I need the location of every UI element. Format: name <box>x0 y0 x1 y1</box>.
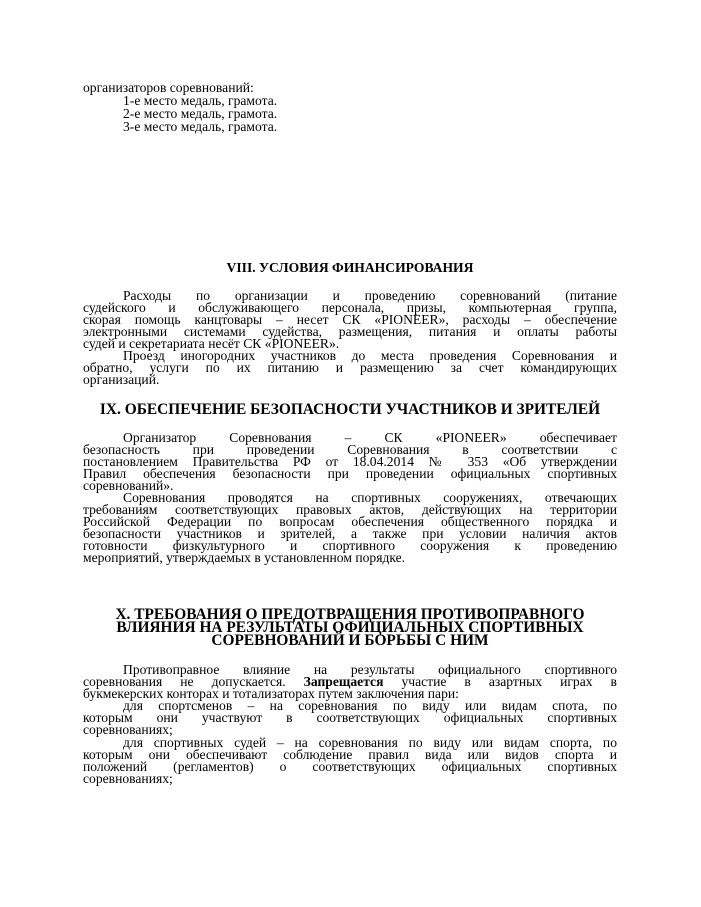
section-10-title-line: X. ТРЕБОВАНИЯ О ПРЕДОТВРАЩЕНИЯ ПРОТИВОПРАВНОГО <box>115 606 585 623</box>
s10-p2-line: которым они участвуют в соответствующих официальных спортивных <box>83 710 617 725</box>
s8-p2-line: обратно, услуги по их питанию и размещению за счет командирующих <box>83 360 617 375</box>
prohibited-keyword: Запрещается <box>303 674 384 689</box>
s8-p2-line: организаций. <box>83 372 160 387</box>
section-10-title-line: СОРЕВНОВАНИЙ И БОРЬБЫ С НИМ <box>211 632 489 649</box>
s9-p1-line: безопасность при проведении Соревнования в соответствии с <box>83 442 617 457</box>
s9-p2-line: требованиям соответствующих правовых актов, действующих на территории <box>83 502 617 517</box>
section-8-title: VIII. УСЛОВИЯ ФИНАНСИРОВАНИЯ <box>226 260 474 275</box>
section-9-title: IX. ОБЕСПЕЧЕНИЕ БЕЗОПАСНОСТИ УЧАСТНИКОВ И ЗРИТЕЛЕЙ <box>99 401 601 418</box>
intro-line: организаторов соревнований: <box>83 80 254 95</box>
place-2: 2-е место медаль, грамота. <box>123 106 278 121</box>
s10-p2-line: соревнованиях; <box>83 722 173 737</box>
s10-p1-line: Противоправное влияние на результаты официального спортивного <box>123 662 617 677</box>
s9-p2-line: готовности физкультурного и спортивного сооружения к проведению <box>83 538 617 553</box>
s9-p2-line: Соревнования проводятся на спортивных сооружениях, отвечающих <box>123 490 617 505</box>
s10-p1-text: соревнования не допускается. <box>83 674 286 689</box>
s8-p1-line: судей и секретариата несёт СК «PIONEER». <box>83 336 340 351</box>
s9-p1-line: Организатор Соревнования – СК «PIONEER» обеспечивает <box>123 430 617 445</box>
place-3: 3-е место медаль, грамота. <box>123 119 278 134</box>
s10-p1-line: букмекерских конторах и тотализаторах путем заключения пари: <box>83 686 459 701</box>
s9-p1-line: Правил обеспечения безопасности при проведении официальных спортивных <box>83 466 617 481</box>
s10-p1-text: участие в азартных играх в <box>401 674 617 689</box>
place-1: 1-е место медаль, грамота. <box>123 93 278 108</box>
s9-p2-line: безопасности участников и зрителей, а также при условии наличия актов <box>83 526 617 541</box>
s8-p1-line: электронными системами судейства, размещения, питания и оплаты работы <box>83 324 617 339</box>
s9-p1-line: постановлением Правительства РФ от 18.04.2014 № 353 «Об утверждении <box>83 454 617 469</box>
s10-p2-line: для спортсменов – на соревнования по виду или видам спота, по <box>123 698 617 713</box>
s9-p1-line: соревнований». <box>83 478 174 493</box>
s9-p2-line: мероприятий, утверждаемых в установленном порядке. <box>83 550 406 565</box>
s8-p1-line: судейского и обслуживающего персонала, призы, компьютерная группа, <box>83 300 617 315</box>
s10-p3-line: для спортивных судей – на соревнования по виду или видам спорта, по <box>123 735 617 750</box>
s10-p3-line: соревнованиях; <box>83 771 173 786</box>
s8-p2-line: Проезд иногородних участников до места проведения Соревнования и <box>123 348 617 363</box>
s10-p3-line: положений (регламентов) о соответствующих официальных спортивных <box>83 759 617 774</box>
s9-p2-line: Российской Федерации по вопросам обеспечения общественного порядка и <box>83 514 617 529</box>
s10-p3-line: которым они обеспечивают соблюдение правил вида или видов спорта и <box>83 747 617 762</box>
s8-p1-line: Расходы по организации и проведению соревнований (питание <box>123 288 617 303</box>
section-10-title-line: ВЛИЯНИЯ НА РЕЗУЛЬТАТЫ ОФИЦИАЛЬНЫХ СПОРТИВНЫХ <box>116 619 584 636</box>
s8-p1-line: скорая помощь канцтовары – несет СК «PIONEER», расходы – обеспечение <box>83 312 617 327</box>
